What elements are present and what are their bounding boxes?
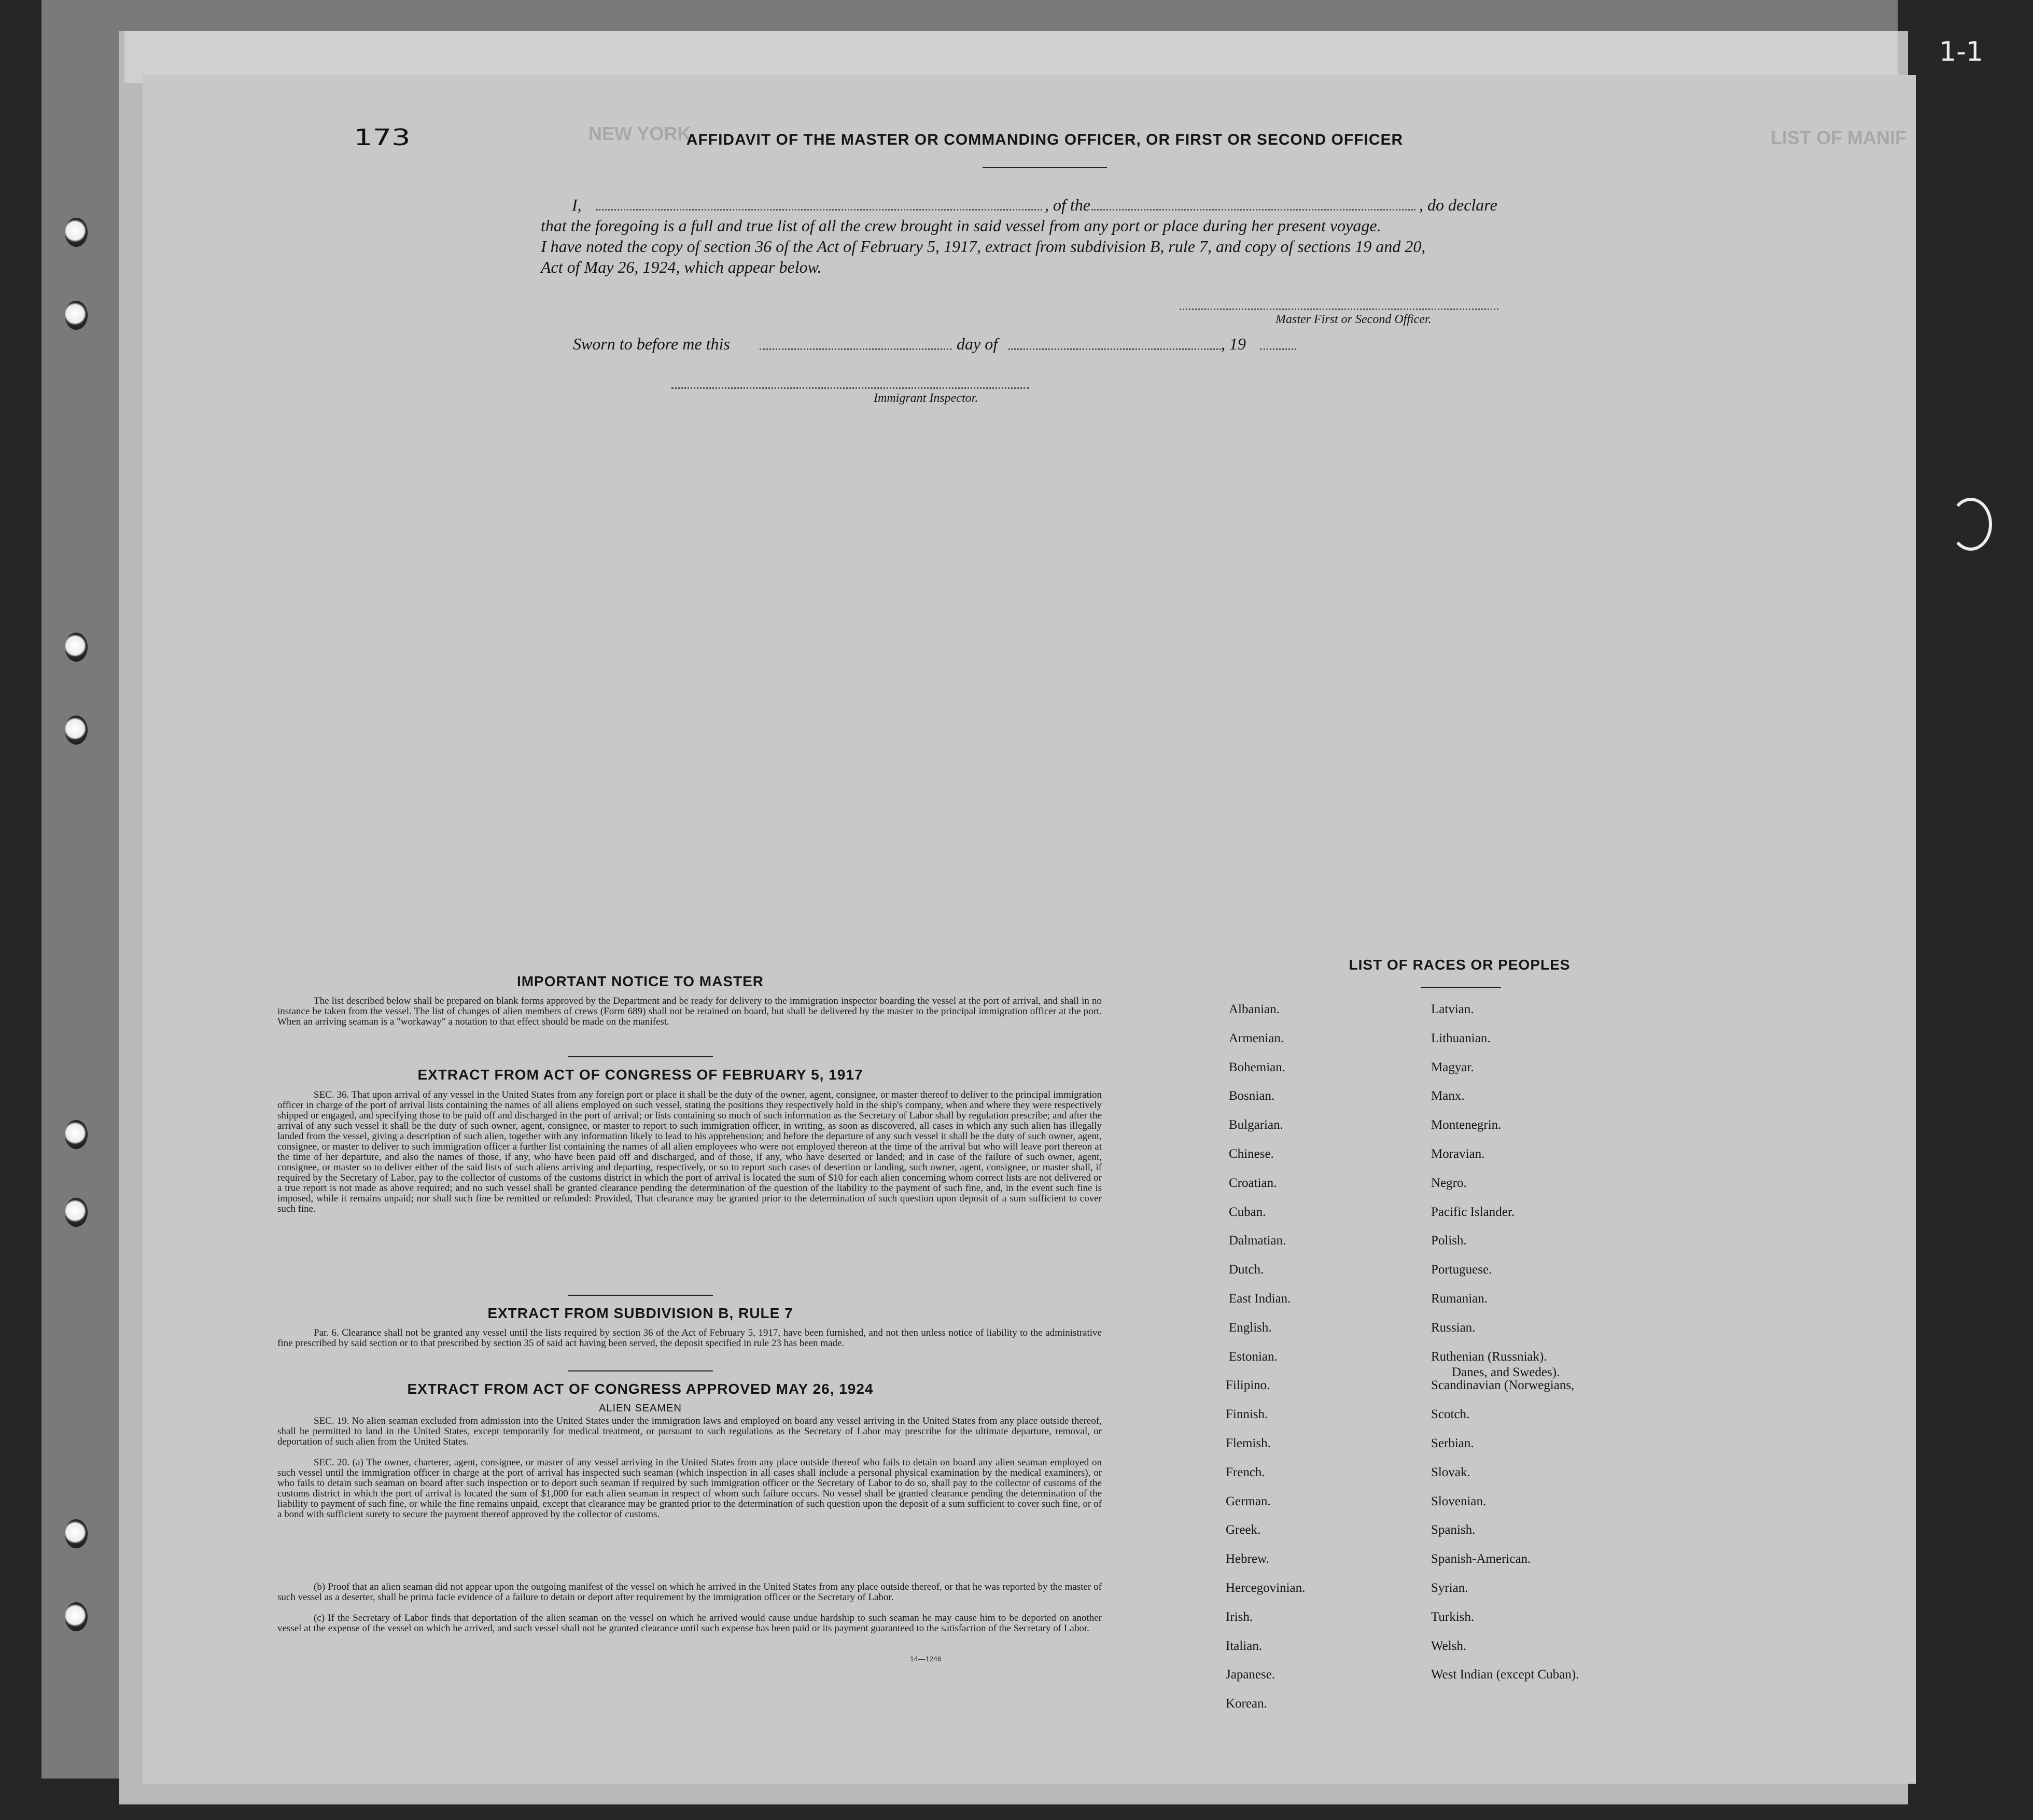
sec-20c-text: (c) If the Secretary of Labor finds that deportation of the alien seaman on the vessel on which he arrived would cause undue hardship to such seaman he may cause him to be deported on another vessel at the expense of the vessel on which he arrived, and such vessel shall not be granted clearance until such expense has been paid or its payment guaranteed to the satisfaction of the Secretary of Labor. bbox=[277, 1613, 1102, 1634]
handwritten-loop-mark bbox=[1950, 498, 1992, 551]
race-item: Syrian. bbox=[1431, 1581, 1468, 1595]
race-item: Ruthenian (Russniak). bbox=[1431, 1349, 1547, 1364]
alien-seamen-subheading: ALIEN SEAMEN bbox=[599, 1403, 682, 1414]
manifest-page-back bbox=[143, 75, 1916, 1784]
race-item: Chinese. bbox=[1229, 1147, 1274, 1161]
binder-hole bbox=[65, 633, 88, 662]
extract-1917-text: SEC. 36. That upon arrival of any vessel in the United States from any foreign port or place it shall be the duty of the owner, agent, consignee, or master thereof to deliver to the principal immigration officer in charge of the port of arrival lists containing the names of all aliens employed on such vessel, stating the positions they respectively hold in the ship's company, when and where they were respectively shipped or engaged, and specifying those to be paid off and discharged in the port of arrival; or lists containing so much of such information as the Secretary of Labor shall by regulation prescribe; and after the arrival of any such vessel it shall be the duty of such owner, agent, consignee, or master to report to such immigration officer, in writing, as soon as discovered, all cases in which any such alien has illegally landed from the vessel, giving a description of such alien, together with any information likely to lead to his apprehension; and before the departure of any such vessel it shall be the duty of such owner, agent, consignee, or master to deliver to such immigration officer a further list containing the names of all alien employees who were not employed thereon at the time of the arrival but who will leave port thereon at the time of her departure, and also the names of those, if any, who have been paid off and discharged, and of those, if any, who have deserted or landed; and in case of the failure of such owner, agent, consignee, or master so to deliver either of the said lists of such aliens arriving and departing, respectively, or so to report such cases of desertion or landing, such owner, agent, consignee, or master shall, if required by the Secretary of Labor, pay to the collector of customs of the customs district in which the port of arrival is located the sum of $10 for each alien concerning whom correct lists are not delivered or a true report is not made as above required; and no such vessel shall be granted clearance pending the determination of the question of the liability to the payment of such fine, and, in the event such fine is imposed, while it remains unpaid; nor shall such fine be remitted or refunded: Provided, That clearance may be granted prior to the determination of such question upon deposit of a sum sufficient to cover such fine. bbox=[277, 1089, 1102, 1214]
master-signature-label: Master First or Second Officer. bbox=[1275, 313, 1432, 326]
extract-rule7-text: Par. 6. Clearance shall not be granted any vessel until the lists required by section 36 of the Act of February 5, 1917, have been furnished, and not then unless notice of liability to the administrative fine prescribed by said section or to that prescribed by section 35 of said act having been served, the deposit specified in rule 23 has been made. bbox=[277, 1327, 1102, 1349]
binder-hole bbox=[65, 716, 88, 745]
affidavit-line-2: that the foregoing is a full and true list of all the crew brought in said vessel from any port or place during her present voyage. bbox=[541, 216, 1381, 235]
race-item: Irish. bbox=[1226, 1609, 1253, 1624]
race-item: Japanese. bbox=[1226, 1668, 1275, 1682]
race-item: Slovak. bbox=[1431, 1465, 1470, 1479]
race-item: Estonian. bbox=[1229, 1349, 1278, 1364]
section-divider bbox=[568, 1056, 713, 1057]
master-name-field[interactable] bbox=[596, 209, 1042, 211]
sworn-day-of-label: day of bbox=[957, 334, 998, 353]
race-item: Korean. bbox=[1226, 1697, 1267, 1711]
race-item: Hebrew. bbox=[1226, 1552, 1269, 1566]
vessel-name-field[interactable] bbox=[1091, 209, 1415, 211]
race-item: Flemish. bbox=[1226, 1436, 1271, 1450]
races-heading: LIST OF RACES OR PEOPLES bbox=[1349, 957, 1571, 973]
races-divider bbox=[1421, 987, 1501, 988]
inspector-signature-label: Immigrant Inspector. bbox=[874, 391, 978, 405]
inspector-signature-field[interactable] bbox=[671, 387, 1029, 389]
affidavit-line-3: I have noted the copy of section 36 of the Act of February 5, 1917, extract from subdivision B, rule 7, and copy of sections 19 and 20, bbox=[541, 237, 1426, 256]
race-item: Negro. bbox=[1431, 1175, 1467, 1190]
race-item: English. bbox=[1229, 1320, 1272, 1335]
sworn-prefix: Sworn to before me this bbox=[573, 334, 730, 353]
race-item: Latvian. bbox=[1431, 1002, 1474, 1016]
sec-19-text: SEC. 19. No alien seaman excluded from admission into the United States under the immigration laws and employed on board any vessel arriving in the United States from any place outside thereof, shall be permitted to land in the United States, except temporarily for medical treatment, or pursuant to such regulations as the Secretary of Labor may prescribe for the ultimate departure, removal, or deportation of such alien from the United States. bbox=[277, 1416, 1102, 1447]
race-item: Spanish. bbox=[1431, 1523, 1476, 1537]
bleed-through-text: LIST OF MANIF bbox=[1771, 127, 1906, 148]
race-item: Scotch. bbox=[1431, 1407, 1470, 1422]
race-item: Croatian. bbox=[1229, 1175, 1277, 1190]
race-item: Polish. bbox=[1431, 1234, 1467, 1248]
sworn-month-field[interactable] bbox=[1008, 348, 1221, 350]
race-item: Welsh. bbox=[1431, 1639, 1467, 1653]
of-the-label: , of the bbox=[1045, 195, 1090, 214]
handwritten-page-number: 173 bbox=[354, 124, 411, 151]
race-item: Slovenian. bbox=[1431, 1494, 1487, 1508]
affidavit-line-4: Act of May 26, 1924, which appear below. bbox=[541, 258, 822, 276]
notice-heading: IMPORTANT NOTICE TO MASTER bbox=[516, 973, 764, 989]
race-item: Bohemian. bbox=[1229, 1060, 1286, 1074]
form-number: 14—1246 bbox=[910, 1655, 942, 1663]
affidavit-title: AFFIDAVIT OF THE MASTER OR COMMANDING OFFICER, OR FIRST OR SECOND OFFICER bbox=[686, 131, 1404, 148]
race-item: Portuguese. bbox=[1431, 1263, 1492, 1277]
sec-20a-text: SEC. 20. (a) The owner, charterer, agent, consignee, or master of any vessel arriving in the United States from any place outside thereof who fails to detain on board any alien seaman employed on such vessel until the immigration officer in charge at the port of arrival has inspected such seaman (which inspection in all cases shall include a personal physical examination by the medical examiners), or who fails to detain such seaman on board after such inspection or to deport such seaman if required by such immigration officer or the Secretary of Labor to do so, shall pay to the collector of customs of the customs district in which the port of arrival is located the sum of $1,000 for each alien seaman in respect of whom such failure occurs. No vessel shall be granted clearance pending the determination of the liability to payment of such fine, or while the fine remains unpaid, except that clearance may be granted prior to the determination of such question upon the deposit of a sum sufficient to cover such fine, or of a bond with sufficient surety to secure the payment thereof approved by the collector of customs. bbox=[277, 1457, 1102, 1520]
notice-text: The list described below shall be prepared on blank forms approved by the Department and be ready for delivery to the immigration inspector boarding the vessel at the port of arrival, and shall in no instance be taken from the vessel. The list of changes of alien members of crews (Form 689) shall not be retained on board, but shall be delivered by the master to the principal immigration officer at the port. When an arriving seaman is a "workaway" a notation to that effect should be made on the manifest. bbox=[277, 996, 1102, 1027]
race-item: Hercegovinian. bbox=[1226, 1581, 1306, 1595]
race-item: German. bbox=[1226, 1494, 1271, 1508]
race-item: Rumanian. bbox=[1431, 1292, 1488, 1306]
race-item: Bosnian. bbox=[1229, 1089, 1275, 1103]
sworn-year-field[interactable] bbox=[1260, 348, 1296, 350]
race-item: Manx. bbox=[1431, 1089, 1465, 1103]
race-item: Italian. bbox=[1226, 1639, 1263, 1653]
declare-label: , do declare bbox=[1419, 195, 1497, 214]
race-item: Dutch. bbox=[1229, 1263, 1264, 1277]
extract-rule7-heading: EXTRACT FROM SUBDIVISION B, RULE 7 bbox=[487, 1305, 793, 1321]
race-item: Albanian. bbox=[1229, 1002, 1280, 1016]
race-item: Moravian. bbox=[1431, 1147, 1485, 1161]
handwritten-corner-number: 1-1 bbox=[1939, 36, 1983, 67]
race-item: Magyar. bbox=[1431, 1060, 1474, 1074]
race-item: Bulgarian. bbox=[1229, 1118, 1283, 1132]
race-item: Turkish. bbox=[1431, 1609, 1475, 1624]
binder-hole bbox=[65, 301, 88, 330]
affidavit-line-1 bbox=[572, 195, 582, 215]
binder-hole bbox=[65, 218, 88, 247]
race-item: Cuban. bbox=[1229, 1205, 1266, 1219]
sworn-year-label: , 19 bbox=[1221, 334, 1246, 353]
race-item: Serbian. bbox=[1431, 1436, 1474, 1450]
binder-hole bbox=[65, 1519, 88, 1548]
race-item: Pacific Islander. bbox=[1431, 1205, 1515, 1219]
race-item: Finnish. bbox=[1226, 1407, 1268, 1422]
affidavit-i-label: I, bbox=[572, 195, 582, 214]
race-item: East Indian. bbox=[1229, 1292, 1291, 1306]
race-item: Armenian. bbox=[1229, 1031, 1284, 1045]
binder-hole bbox=[65, 1602, 88, 1631]
race-item: Filipino. bbox=[1226, 1378, 1270, 1393]
race-item: Greek. bbox=[1226, 1523, 1261, 1537]
race-item: Spanish-American. bbox=[1431, 1552, 1531, 1566]
bleed-through-text: NEW YORK bbox=[588, 123, 691, 144]
master-signature-field[interactable] bbox=[1180, 309, 1498, 310]
extract-1924-heading: EXTRACT FROM ACT OF CONGRESS APPROVED MAY 26, 1924 bbox=[407, 1381, 874, 1397]
race-item: Lithuanian. bbox=[1431, 1031, 1491, 1045]
race-item: Russian. bbox=[1431, 1320, 1476, 1335]
section-divider bbox=[568, 1370, 713, 1371]
race-item: Scandinavian (Norwegians, bbox=[1431, 1378, 1575, 1393]
race-item: West Indian (except Cuban). bbox=[1431, 1668, 1579, 1682]
sec-20b-text: (b) Proof that an alien seaman did not appear upon the outgoing manifest of the vessel on which he arrived in the United States from any place outside thereof, or that he was reported by the master of such vessel as a deserter, shall be prima facie evidence of a failure to detain or deport after requirement by the immigration officer or the Secretary of Labor. bbox=[277, 1581, 1102, 1603]
title-divider bbox=[983, 167, 1107, 168]
race-item: French. bbox=[1226, 1465, 1265, 1479]
binder-hole bbox=[65, 1120, 88, 1149]
binder-hole bbox=[65, 1198, 88, 1227]
extract-1917-heading: EXTRACT FROM ACT OF CONGRESS OF FEBRUARY 5, 1917 bbox=[417, 1067, 863, 1083]
section-divider bbox=[568, 1295, 713, 1296]
race-item: Montenegrin. bbox=[1431, 1118, 1502, 1132]
sworn-day-field[interactable] bbox=[760, 348, 951, 350]
race-item: Dalmatian. bbox=[1229, 1234, 1286, 1248]
race-item: Danes, and Swedes). bbox=[1452, 1365, 1560, 1379]
